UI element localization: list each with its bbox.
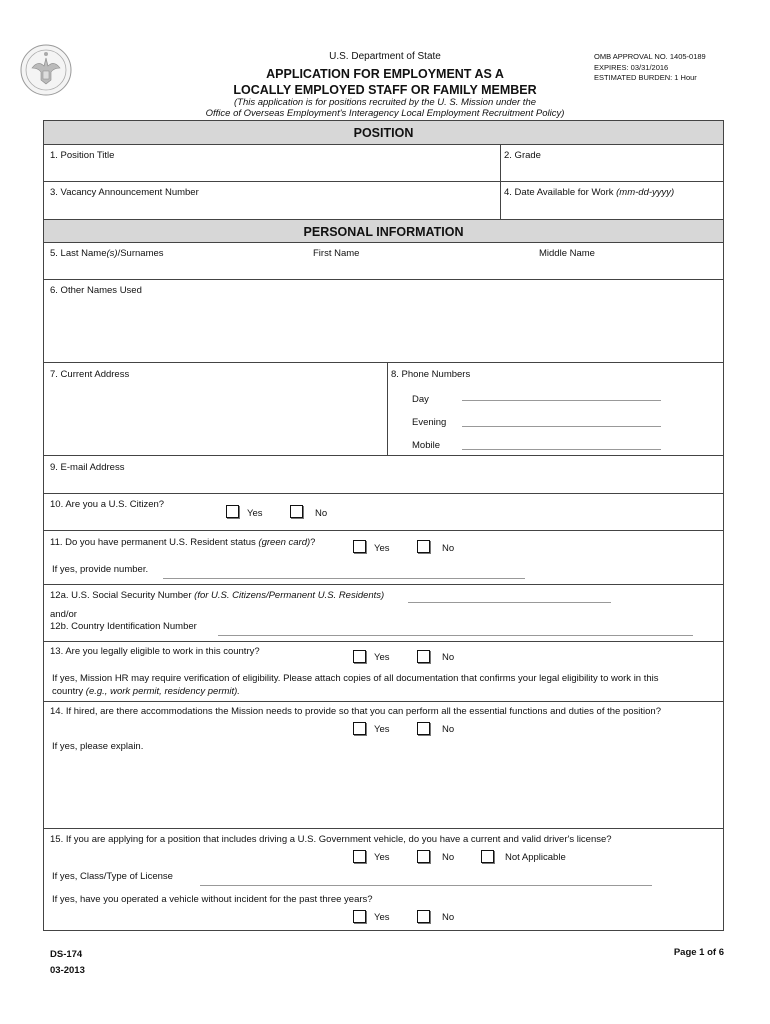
divider [44, 701, 723, 702]
eligibility-note-examples: (e.g., work permit, residency permit). [85, 686, 240, 697]
ssn-label [50, 590, 384, 601]
section-header-personal-information: PERSONAL INFORMATION [44, 219, 723, 243]
accommodations-label: 14. If hired, are there accommodations the Mission needs to provide so that you can perform all the essential functions and duties of the position? [50, 706, 661, 717]
accommodations-yes-label: Yes [374, 724, 390, 735]
resident-status-yes-checkbox[interactable] [353, 540, 366, 553]
position-title-field[interactable] [44, 164, 499, 180]
current-address-field[interactable] [44, 383, 384, 453]
date-available-label [504, 187, 674, 198]
green-card-number-field[interactable] [163, 578, 525, 579]
accommodations-explain-label: If yes, please explain. [52, 741, 144, 752]
driving-record-yes-checkbox[interactable] [353, 910, 366, 923]
divider [44, 362, 723, 363]
green-card-hint: (green card) [258, 537, 311, 548]
grade-label: 2. Grade [504, 150, 541, 161]
accommodations-no-checkbox[interactable] [417, 722, 430, 735]
us-citizen-yes-label: Yes [247, 508, 263, 519]
resident-status-no-checkbox[interactable] [417, 540, 430, 553]
last-name-text: 5. Last Name [50, 248, 107, 259]
position-title-label: 1. Position Title [50, 150, 115, 161]
work-eligibility-no-checkbox[interactable] [417, 650, 430, 663]
and-or-label: and/or [50, 609, 77, 620]
omb-info [594, 52, 706, 84]
date-available-text: 4. Date Available for Work [504, 187, 614, 198]
country-id-field[interactable] [218, 635, 693, 636]
driving-record-no-label: No [442, 912, 455, 923]
form-subtitle-line-1: (This application is for positions recruited by the U. S. Mission under the [233, 97, 537, 108]
middle-name-label: Middle Name [539, 248, 595, 259]
page-number: Page 1 of 6 [673, 947, 724, 958]
drivers-license-na-checkbox[interactable] [481, 850, 494, 863]
omb-approval: OMB APPROVAL NO. 1405-0189 [594, 52, 706, 61]
last-name-label [50, 248, 164, 259]
us-citizen-yes-checkbox[interactable] [226, 505, 239, 518]
eligibility-note-country: country [52, 686, 84, 697]
work-eligibility-no-label: No [442, 652, 455, 663]
address-divider [387, 363, 388, 455]
divider [44, 530, 723, 531]
drivers-license-no-label: No [442, 852, 455, 863]
department-name: U.S. Department of State [329, 51, 441, 62]
last-name-plural: (s) [106, 248, 118, 259]
phone-numbers-label: 8. Phone Numbers [391, 369, 471, 380]
form-number: DS-174 [50, 949, 83, 960]
us-citizen-no-label: No [315, 508, 328, 519]
first-name-label: First Name [313, 248, 360, 259]
drivers-license-label: 15. If you are applying for a position that includes driving a U.S. Government vehicle, do you have a current and valid driver's license? [50, 834, 612, 845]
phone-evening-field[interactable] [462, 426, 661, 427]
divider [44, 455, 723, 456]
divider [44, 641, 723, 642]
email-label: 9. E-mail Address [50, 462, 125, 473]
form-id [50, 947, 85, 979]
phone-mobile-field[interactable] [462, 449, 661, 450]
eligibility-note-line-1: If yes, Mission HR may require verification of eligibility. Please attach copies of all documentation that confirms your legal eligibility to work in this [52, 673, 659, 684]
date-format-hint: (mm-dd-yyyy) [616, 187, 675, 198]
vacancy-number-label: 3. Vacancy Announcement Number [50, 187, 199, 198]
divider [44, 181, 723, 182]
license-class-field[interactable] [200, 885, 652, 886]
us-citizen-label: 10. Are you a U.S. Citizen? [50, 499, 165, 510]
date-available-field[interactable] [502, 200, 722, 217]
drivers-license-na-label: Not Applicable [505, 852, 566, 863]
divider [44, 493, 723, 494]
green-card-number-label: If yes, provide number. [52, 564, 149, 575]
grade-field[interactable] [502, 164, 722, 180]
accommodations-no-label: No [442, 724, 455, 735]
resident-status-label [50, 537, 315, 548]
department-of-state-seal [20, 44, 72, 96]
resident-status-text: 11. Do you have permanent U.S. Resident status [50, 537, 256, 548]
form-date: 03-2013 [50, 965, 85, 976]
last-name-surnames: /Surnames [117, 248, 164, 259]
license-class-label: If yes, Class/Type of License [52, 871, 173, 882]
drivers-license-yes-label: Yes [374, 852, 390, 863]
form-subtitle-line-2: Office of Overseas Employment's Interagency Local Employment Recruitment Policy) [205, 108, 565, 119]
phone-day-field[interactable] [462, 400, 661, 401]
phone-evening-label: Evening [412, 417, 447, 428]
current-address-label: 7. Current Address [50, 369, 130, 380]
other-names-label: 6. Other Names Used [50, 285, 142, 296]
resident-status-qmark: ? [310, 537, 316, 548]
work-eligibility-yes-label: Yes [374, 652, 390, 663]
name-fields[interactable] [44, 262, 723, 278]
accommodations-yes-checkbox[interactable] [353, 722, 366, 735]
driving-record-yes-label: Yes [374, 912, 390, 923]
omb-burden: ESTIMATED BURDEN: 1 Hour [594, 73, 697, 82]
work-eligibility-yes-checkbox[interactable] [353, 650, 366, 663]
form-title-line-2: LOCALLY EMPLOYED STAFF OR FAMILY MEMBER [233, 83, 537, 97]
phone-day-label: Day [412, 394, 429, 405]
drivers-license-no-checkbox[interactable] [417, 850, 430, 863]
section-header-position: POSITION [44, 121, 723, 145]
vacancy-number-field[interactable] [44, 200, 499, 217]
ssn-text: 12a. U.S. Social Security Number [50, 590, 192, 601]
eligibility-note-line-2 [52, 686, 240, 697]
resident-status-no-label: No [442, 543, 455, 554]
form-subtitle [150, 97, 620, 119]
divider [44, 279, 723, 280]
drivers-license-yes-checkbox[interactable] [353, 850, 366, 863]
driving-record-label: If yes, have you operated a vehicle without incident for the past three years? [52, 894, 373, 905]
form-title [200, 66, 570, 98]
ssn-hint: (for U.S. Citizens/Permanent U.S. Residents) [194, 590, 385, 601]
omb-expires: EXPIRES: 03/31/2016 [594, 62, 669, 72]
ssn-field[interactable] [408, 602, 611, 603]
position-divider [500, 145, 501, 219]
driving-record-no-checkbox[interactable] [417, 910, 430, 923]
divider [44, 828, 723, 829]
work-eligibility-label: 13. Are you legally eligible to work in this country? [50, 646, 260, 657]
divider [44, 584, 723, 585]
accommodations-explain-field[interactable] [44, 755, 723, 825]
form-title-line-1: APPLICATION FOR EMPLOYMENT AS A [266, 67, 504, 81]
us-citizen-no-checkbox[interactable] [290, 505, 303, 518]
resident-status-yes-label: Yes [374, 543, 390, 554]
country-id-label: 12b. Country Identification Number [50, 621, 197, 632]
phone-mobile-label: Mobile [412, 440, 440, 451]
email-field[interactable] [44, 476, 723, 492]
other-names-field[interactable] [44, 300, 723, 360]
